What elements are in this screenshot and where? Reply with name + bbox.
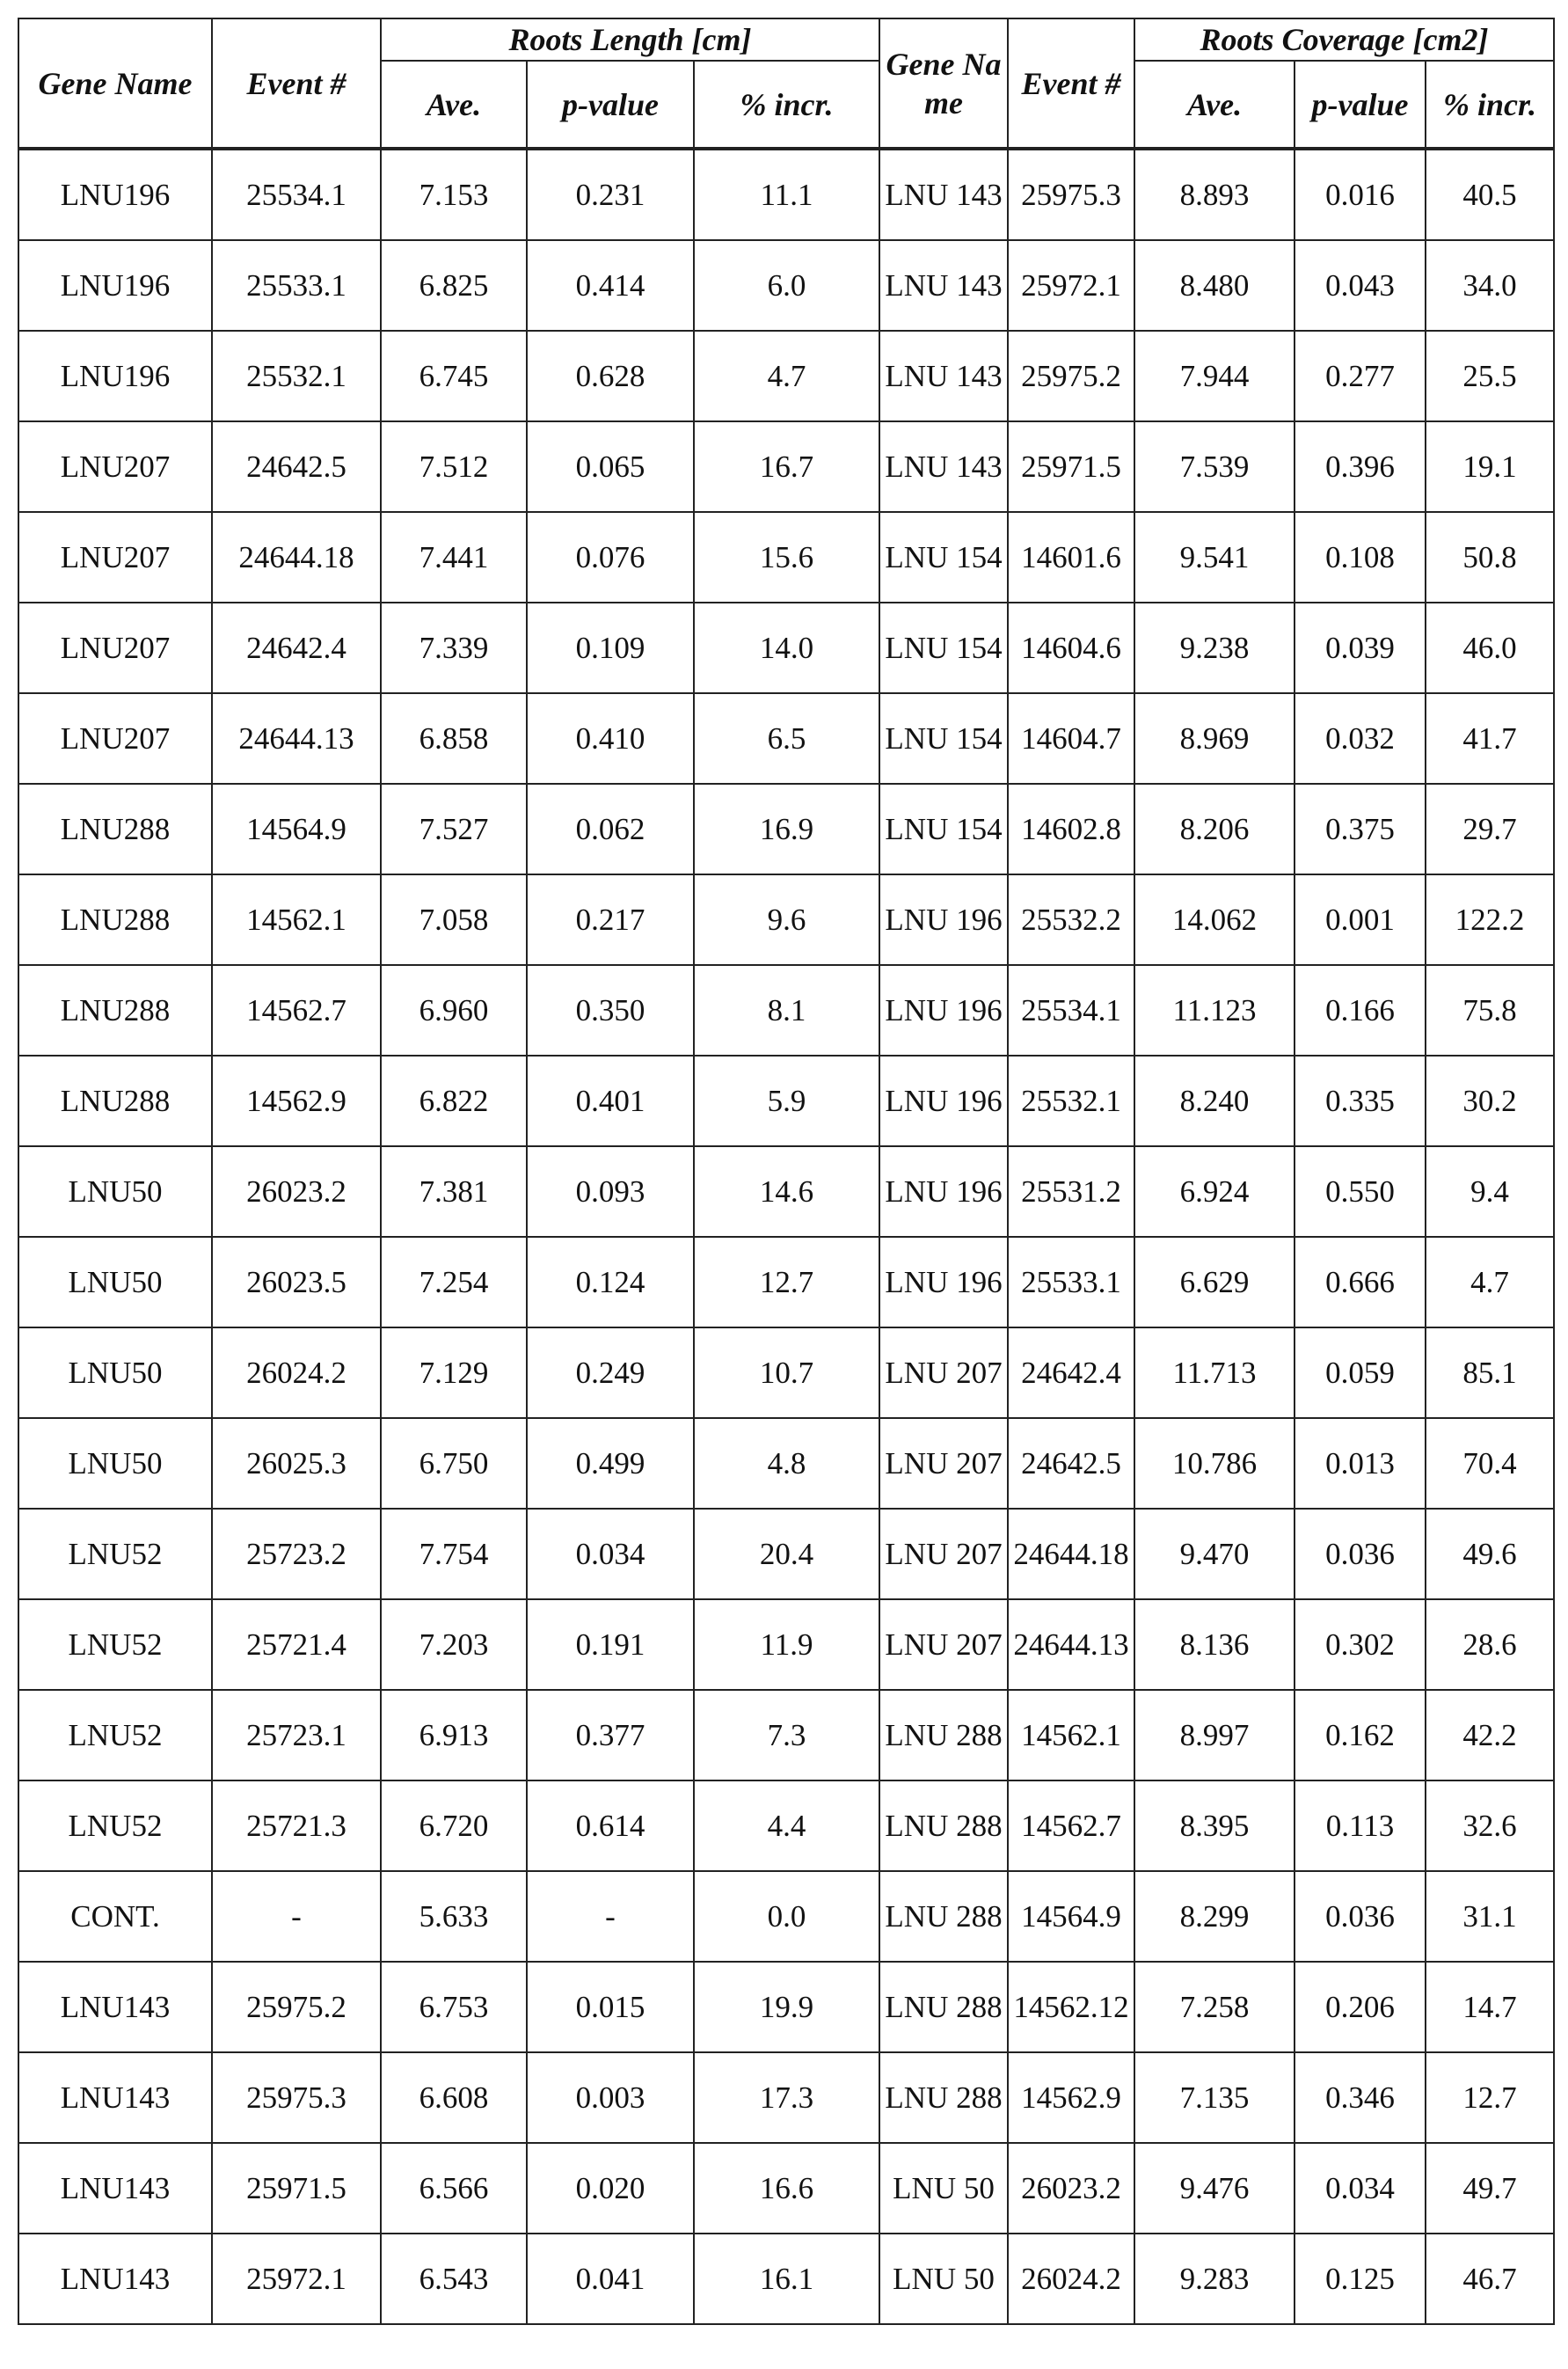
cell-length-ave: 7.203: [381, 1599, 527, 1690]
cell-length-ave: 7.381: [381, 1146, 527, 1237]
cell-length-ave: 7.339: [381, 603, 527, 693]
cell-gene-name: LNU288: [18, 784, 212, 874]
cell-coverage-p-value: 0.036: [1295, 1871, 1426, 1962]
cell-length-incr: 16.7: [694, 421, 879, 512]
cell-coverage-incr: 70.4: [1426, 1418, 1554, 1509]
cell-length-ave: 6.960: [381, 965, 527, 1056]
cell-length-ave: 6.608: [381, 2052, 527, 2143]
cell-event: 25721.3: [212, 1780, 381, 1871]
cell-coverage-p-value: 0.302: [1295, 1599, 1426, 1690]
cell-coverage-incr: 29.7: [1426, 784, 1554, 874]
cell-gene-name: LNU52: [18, 1690, 212, 1780]
cell-coverage-ave: 9.470: [1134, 1509, 1295, 1599]
cell-length-incr: 10.7: [694, 1327, 879, 1418]
cell-coverage-incr: 4.7: [1426, 1237, 1554, 1327]
cell-gene-name-2: LNU 143: [879, 421, 1008, 512]
cell-coverage-p-value: 0.108: [1295, 512, 1426, 603]
table-row: [18, 603, 1554, 693]
results-table: [18, 18, 1555, 2325]
cell-gene-name-2: LNU 288: [879, 1962, 1008, 2052]
cell-coverage-ave: 14.062: [1134, 874, 1295, 965]
cell-event: 24644.13: [212, 693, 381, 784]
cell-event: 14562.9: [212, 1056, 381, 1146]
cell-coverage-p-value: 0.036: [1295, 1509, 1426, 1599]
cell-length-incr: 4.7: [694, 331, 879, 421]
cell-length-p-value: 0.034: [527, 1509, 694, 1599]
cell-coverage-ave: 8.206: [1134, 784, 1295, 874]
cell-event-2: 14604.6: [1008, 603, 1134, 693]
cell-coverage-p-value: 0.032: [1295, 693, 1426, 784]
cell-length-ave: 7.754: [381, 1509, 527, 1599]
cell-coverage-p-value: 0.277: [1295, 331, 1426, 421]
cell-coverage-ave: 6.629: [1134, 1237, 1295, 1327]
table-row: [18, 965, 1554, 1056]
header-length-ave: Ave.: [381, 61, 527, 149]
cell-gene-name: LNU50: [18, 1418, 212, 1509]
cell-length-ave: 6.753: [381, 1962, 527, 2052]
cell-event: 25971.5: [212, 2143, 381, 2234]
cell-length-incr: 14.6: [694, 1146, 879, 1237]
cell-coverage-p-value: 0.375: [1295, 784, 1426, 874]
cell-event: 26023.5: [212, 1237, 381, 1327]
cell-length-p-value: 0.231: [527, 149, 694, 240]
cell-event-2: 25975.3: [1008, 149, 1134, 240]
cell-length-ave: 7.153: [381, 149, 527, 240]
header-gene-name: Gene Name: [18, 18, 212, 149]
cell-gene-name: LNU196: [18, 331, 212, 421]
header-coverage-incr: % incr.: [1426, 61, 1554, 149]
cell-coverage-incr: 9.4: [1426, 1146, 1554, 1237]
cell-length-p-value: 0.614: [527, 1780, 694, 1871]
cell-coverage-ave: 11.713: [1134, 1327, 1295, 1418]
cell-coverage-incr: 12.7: [1426, 2052, 1554, 2143]
cell-coverage-ave: 8.136: [1134, 1599, 1295, 1690]
cell-event-2: 14604.7: [1008, 693, 1134, 784]
cell-event-2: 25534.1: [1008, 965, 1134, 1056]
cell-event-2: 14564.9: [1008, 1871, 1134, 1962]
cell-gene-name-2: LNU 50: [879, 2143, 1008, 2234]
cell-length-incr: 11.9: [694, 1599, 879, 1690]
table-row: [18, 1690, 1554, 1780]
cell-event-2: 14562.12: [1008, 1962, 1134, 2052]
table-row: [18, 512, 1554, 603]
table-row: [18, 1962, 1554, 2052]
cell-coverage-incr: 49.7: [1426, 2143, 1554, 2234]
cell-coverage-ave: 11.123: [1134, 965, 1295, 1056]
cell-length-ave: 6.720: [381, 1780, 527, 1871]
cell-length-p-value: 0.003: [527, 2052, 694, 2143]
cell-length-p-value: 0.109: [527, 603, 694, 693]
cell-length-p-value: 0.499: [527, 1418, 694, 1509]
cell-length-ave: 5.633: [381, 1871, 527, 1962]
cell-gene-name-2: LNU 143: [879, 149, 1008, 240]
cell-gene-name: LNU288: [18, 1056, 212, 1146]
cell-event: 25723.1: [212, 1690, 381, 1780]
cell-event-2: 26024.2: [1008, 2234, 1134, 2324]
cell-length-incr: 11.1: [694, 149, 879, 240]
cell-coverage-incr: 32.6: [1426, 1780, 1554, 1871]
table-row: [18, 1509, 1554, 1599]
cell-event-2: 14601.6: [1008, 512, 1134, 603]
cell-length-ave: 6.750: [381, 1418, 527, 1509]
cell-gene-name-2: LNU 207: [879, 1418, 1008, 1509]
cell-length-ave: 7.512: [381, 421, 527, 512]
cell-length-incr: 12.7: [694, 1237, 879, 1327]
cell-gene-name: LNU50: [18, 1327, 212, 1418]
cell-coverage-incr: 30.2: [1426, 1056, 1554, 1146]
cell-coverage-ave: 8.969: [1134, 693, 1295, 784]
cell-event: 25975.2: [212, 1962, 381, 2052]
cell-coverage-p-value: 0.016: [1295, 149, 1426, 240]
cell-coverage-p-value: 0.013: [1295, 1418, 1426, 1509]
cell-length-incr: 6.0: [694, 240, 879, 331]
cell-coverage-p-value: 0.059: [1295, 1327, 1426, 1418]
cell-event-2: 14562.1: [1008, 1690, 1134, 1780]
cell-length-p-value: 0.410: [527, 693, 694, 784]
cell-length-incr: 16.1: [694, 2234, 879, 2324]
cell-length-ave: 6.745: [381, 331, 527, 421]
cell-length-ave: 6.566: [381, 2143, 527, 2234]
cell-event-2: 25531.2: [1008, 1146, 1134, 1237]
cell-length-ave: 6.913: [381, 1690, 527, 1780]
cell-coverage-ave: 9.283: [1134, 2234, 1295, 2324]
cell-gene-name: LNU207: [18, 603, 212, 693]
cell-event-2: 26023.2: [1008, 2143, 1134, 2234]
cell-coverage-p-value: 0.113: [1295, 1780, 1426, 1871]
cell-length-incr: 9.6: [694, 874, 879, 965]
header-event-2: Event #: [1008, 18, 1134, 149]
cell-length-ave: 7.129: [381, 1327, 527, 1418]
table-row: [18, 421, 1554, 512]
cell-event-2: 25532.2: [1008, 874, 1134, 965]
cell-length-incr: 4.8: [694, 1418, 879, 1509]
cell-coverage-p-value: 0.206: [1295, 1962, 1426, 2052]
header-coverage-p-value: p-value: [1295, 61, 1426, 149]
cell-event-2: 24642.4: [1008, 1327, 1134, 1418]
cell-coverage-incr: 14.7: [1426, 1962, 1554, 2052]
cell-length-p-value: 0.191: [527, 1599, 694, 1690]
cell-event: 25533.1: [212, 240, 381, 331]
cell-length-ave: 7.254: [381, 1237, 527, 1327]
cell-coverage-incr: 40.5: [1426, 149, 1554, 240]
cell-coverage-ave: 7.258: [1134, 1962, 1295, 2052]
table-row: [18, 2052, 1554, 2143]
cell-coverage-p-value: 0.666: [1295, 1237, 1426, 1327]
cell-coverage-ave: 8.997: [1134, 1690, 1295, 1780]
cell-coverage-ave: 7.135: [1134, 2052, 1295, 2143]
header-length-incr: % incr.: [694, 61, 879, 149]
cell-length-incr: 7.3: [694, 1690, 879, 1780]
cell-gene-name: CONT.: [18, 1871, 212, 1962]
cell-coverage-p-value: 0.034: [1295, 2143, 1426, 2234]
header-coverage-ave: Ave.: [1134, 61, 1295, 149]
cell-length-ave: 7.527: [381, 784, 527, 874]
cell-coverage-ave: 8.395: [1134, 1780, 1295, 1871]
header-roots-coverage: Roots Coverage [cm2]: [1134, 18, 1554, 61]
table-row: [18, 1146, 1554, 1237]
cell-event: 26023.2: [212, 1146, 381, 1237]
cell-gene-name: LNU207: [18, 512, 212, 603]
cell-event-2: 25533.1: [1008, 1237, 1134, 1327]
cell-coverage-incr: 85.1: [1426, 1327, 1554, 1418]
cell-length-p-value: 0.062: [527, 784, 694, 874]
cell-event: 26025.3: [212, 1418, 381, 1509]
cell-event-2: 25532.1: [1008, 1056, 1134, 1146]
table-row: [18, 1871, 1554, 1962]
cell-length-ave: 6.825: [381, 240, 527, 331]
cell-event: 25972.1: [212, 2234, 381, 2324]
cell-length-incr: 4.4: [694, 1780, 879, 1871]
cell-length-ave: 6.858: [381, 693, 527, 784]
cell-length-p-value: 0.350: [527, 965, 694, 1056]
cell-gene-name: LNU143: [18, 1962, 212, 2052]
cell-coverage-ave: 9.238: [1134, 603, 1295, 693]
cell-length-p-value: 0.076: [527, 512, 694, 603]
cell-gene-name-2: LNU 207: [879, 1327, 1008, 1418]
cell-length-incr: 17.3: [694, 2052, 879, 2143]
cell-length-p-value: 0.249: [527, 1327, 694, 1418]
cell-event: 25723.2: [212, 1509, 381, 1599]
cell-coverage-ave: 8.299: [1134, 1871, 1295, 1962]
cell-gene-name: LNU196: [18, 240, 212, 331]
cell-gene-name-2: LNU 50: [879, 2234, 1008, 2324]
table-row: [18, 1780, 1554, 1871]
cell-event-2: 14562.9: [1008, 2052, 1134, 2143]
cell-event: 24644.18: [212, 512, 381, 603]
cell-length-p-value: 0.401: [527, 1056, 694, 1146]
cell-gene-name: LNU143: [18, 2052, 212, 2143]
cell-coverage-p-value: 0.043: [1295, 240, 1426, 331]
cell-coverage-incr: 49.6: [1426, 1509, 1554, 1599]
table-row: [18, 874, 1554, 965]
cell-gene-name-2: LNU 207: [879, 1509, 1008, 1599]
cell-gene-name: LNU50: [18, 1237, 212, 1327]
table-row: [18, 1327, 1554, 1418]
cell-length-incr: 6.5: [694, 693, 879, 784]
cell-length-incr: 5.9: [694, 1056, 879, 1146]
cell-coverage-ave: 8.893: [1134, 149, 1295, 240]
cell-length-ave: 7.441: [381, 512, 527, 603]
cell-coverage-incr: 34.0: [1426, 240, 1554, 331]
cell-coverage-incr: 75.8: [1426, 965, 1554, 1056]
table-row: [18, 1056, 1554, 1146]
cell-coverage-p-value: 0.346: [1295, 2052, 1426, 2143]
cell-coverage-incr: 19.1: [1426, 421, 1554, 512]
cell-coverage-ave: 7.944: [1134, 331, 1295, 421]
cell-coverage-incr: 28.6: [1426, 1599, 1554, 1690]
table-row: [18, 2143, 1554, 2234]
cell-length-p-value: 0.041: [527, 2234, 694, 2324]
cell-gene-name: LNU52: [18, 1599, 212, 1690]
cell-length-incr: 20.4: [694, 1509, 879, 1599]
cell-length-p-value: 0.020: [527, 2143, 694, 2234]
table-row: [18, 1237, 1554, 1327]
cell-coverage-ave: 6.924: [1134, 1146, 1295, 1237]
cell-event: 25534.1: [212, 149, 381, 240]
cell-length-p-value: 0.217: [527, 874, 694, 965]
cell-event: 25532.1: [212, 331, 381, 421]
cell-event-2: 14562.7: [1008, 1780, 1134, 1871]
header-gene-name-2: Gene Name: [879, 18, 1008, 149]
table-row: [18, 693, 1554, 784]
cell-gene-name-2: LNU 196: [879, 1056, 1008, 1146]
cell-gene-name: LNU52: [18, 1509, 212, 1599]
cell-length-p-value: -: [527, 1871, 694, 1962]
cell-coverage-p-value: 0.550: [1295, 1146, 1426, 1237]
cell-coverage-p-value: 0.166: [1295, 965, 1426, 1056]
cell-gene-name-2: LNU 196: [879, 1237, 1008, 1327]
cell-gene-name-2: LNU 288: [879, 2052, 1008, 2143]
cell-coverage-incr: 46.7: [1426, 2234, 1554, 2324]
table-row: [18, 240, 1554, 331]
cell-coverage-p-value: 0.335: [1295, 1056, 1426, 1146]
header-length-p-value: p-value: [527, 61, 694, 149]
cell-length-p-value: 0.015: [527, 1962, 694, 2052]
cell-coverage-incr: 31.1: [1426, 1871, 1554, 1962]
cell-event: 14562.7: [212, 965, 381, 1056]
table-body: [18, 149, 1554, 2324]
cell-gene-name-2: LNU 154: [879, 603, 1008, 693]
cell-event: 25975.3: [212, 2052, 381, 2143]
table-row: [18, 149, 1554, 240]
cell-length-ave: 6.543: [381, 2234, 527, 2324]
cell-coverage-ave: 8.480: [1134, 240, 1295, 331]
cell-coverage-p-value: 0.162: [1295, 1690, 1426, 1780]
cell-gene-name-2: LNU 288: [879, 1871, 1008, 1962]
cell-coverage-ave: 10.786: [1134, 1418, 1295, 1509]
cell-gene-name: LNU196: [18, 149, 212, 240]
cell-event-2: 14602.8: [1008, 784, 1134, 874]
cell-gene-name-2: LNU 143: [879, 240, 1008, 331]
cell-coverage-p-value: 0.001: [1295, 874, 1426, 965]
cell-coverage-p-value: 0.396: [1295, 421, 1426, 512]
cell-event-2: 25975.2: [1008, 331, 1134, 421]
cell-gene-name: LNU143: [18, 2143, 212, 2234]
table-row: [18, 2234, 1554, 2324]
cell-event-2: 24644.18: [1008, 1509, 1134, 1599]
cell-gene-name-2: LNU 196: [879, 965, 1008, 1056]
cell-length-incr: 14.0: [694, 603, 879, 693]
cell-coverage-ave: 9.541: [1134, 512, 1295, 603]
cell-gene-name-2: LNU 288: [879, 1690, 1008, 1780]
cell-event: 14564.9: [212, 784, 381, 874]
cell-gene-name-2: LNU 143: [879, 331, 1008, 421]
cell-length-incr: 16.9: [694, 784, 879, 874]
cell-gene-name: LNU52: [18, 1780, 212, 1871]
cell-coverage-p-value: 0.039: [1295, 603, 1426, 693]
cell-length-incr: 19.9: [694, 1962, 879, 2052]
cell-gene-name: LNU50: [18, 1146, 212, 1237]
cell-length-p-value: 0.093: [527, 1146, 694, 1237]
cell-length-p-value: 0.377: [527, 1690, 694, 1780]
cell-length-ave: 7.058: [381, 874, 527, 965]
cell-coverage-incr: 42.2: [1426, 1690, 1554, 1780]
cell-length-incr: 0.0: [694, 1871, 879, 1962]
cell-gene-name: LNU288: [18, 965, 212, 1056]
cell-length-p-value: 0.628: [527, 331, 694, 421]
cell-coverage-incr: 41.7: [1426, 693, 1554, 784]
cell-length-incr: 16.6: [694, 2143, 879, 2234]
cell-coverage-ave: 9.476: [1134, 2143, 1295, 2234]
cell-gene-name: LNU143: [18, 2234, 212, 2324]
cell-coverage-ave: 8.240: [1134, 1056, 1295, 1146]
cell-gene-name-2: LNU 196: [879, 1146, 1008, 1237]
cell-event-2: 25971.5: [1008, 421, 1134, 512]
cell-gene-name-2: LNU 196: [879, 874, 1008, 965]
cell-gene-name: LNU288: [18, 874, 212, 965]
cell-length-incr: 15.6: [694, 512, 879, 603]
cell-event: 25721.4: [212, 1599, 381, 1690]
cell-coverage-incr: 25.5: [1426, 331, 1554, 421]
cell-gene-name-2: LNU 207: [879, 1599, 1008, 1690]
cell-coverage-incr: 122.2: [1426, 874, 1554, 965]
cell-event: 14562.1: [212, 874, 381, 965]
cell-event: 24642.4: [212, 603, 381, 693]
cell-length-ave: 6.822: [381, 1056, 527, 1146]
header-roots-length: Roots Length [cm]: [381, 18, 879, 61]
cell-gene-name-2: LNU 154: [879, 693, 1008, 784]
cell-event: -: [212, 1871, 381, 1962]
table-row: [18, 331, 1554, 421]
table-row: [18, 1418, 1554, 1509]
cell-gene-name-2: LNU 154: [879, 512, 1008, 603]
header-event: Event #: [212, 18, 381, 149]
table-row: [18, 1599, 1554, 1690]
cell-coverage-incr: 46.0: [1426, 603, 1554, 693]
cell-length-incr: 8.1: [694, 965, 879, 1056]
cell-event-2: 24644.13: [1008, 1599, 1134, 1690]
cell-gene-name-2: LNU 288: [879, 1780, 1008, 1871]
cell-length-p-value: 0.124: [527, 1237, 694, 1327]
table-row: [18, 784, 1554, 874]
cell-event: 24642.5: [212, 421, 381, 512]
cell-length-p-value: 0.065: [527, 421, 694, 512]
cell-gene-name-2: LNU 154: [879, 784, 1008, 874]
cell-event-2: 24642.5: [1008, 1418, 1134, 1509]
cell-length-p-value: 0.414: [527, 240, 694, 331]
cell-gene-name: LNU207: [18, 693, 212, 784]
cell-event: 26024.2: [212, 1327, 381, 1418]
cell-event-2: 25972.1: [1008, 240, 1134, 331]
cell-gene-name: LNU207: [18, 421, 212, 512]
cell-coverage-p-value: 0.125: [1295, 2234, 1426, 2324]
cell-coverage-ave: 7.539: [1134, 421, 1295, 512]
cell-coverage-incr: 50.8: [1426, 512, 1554, 603]
